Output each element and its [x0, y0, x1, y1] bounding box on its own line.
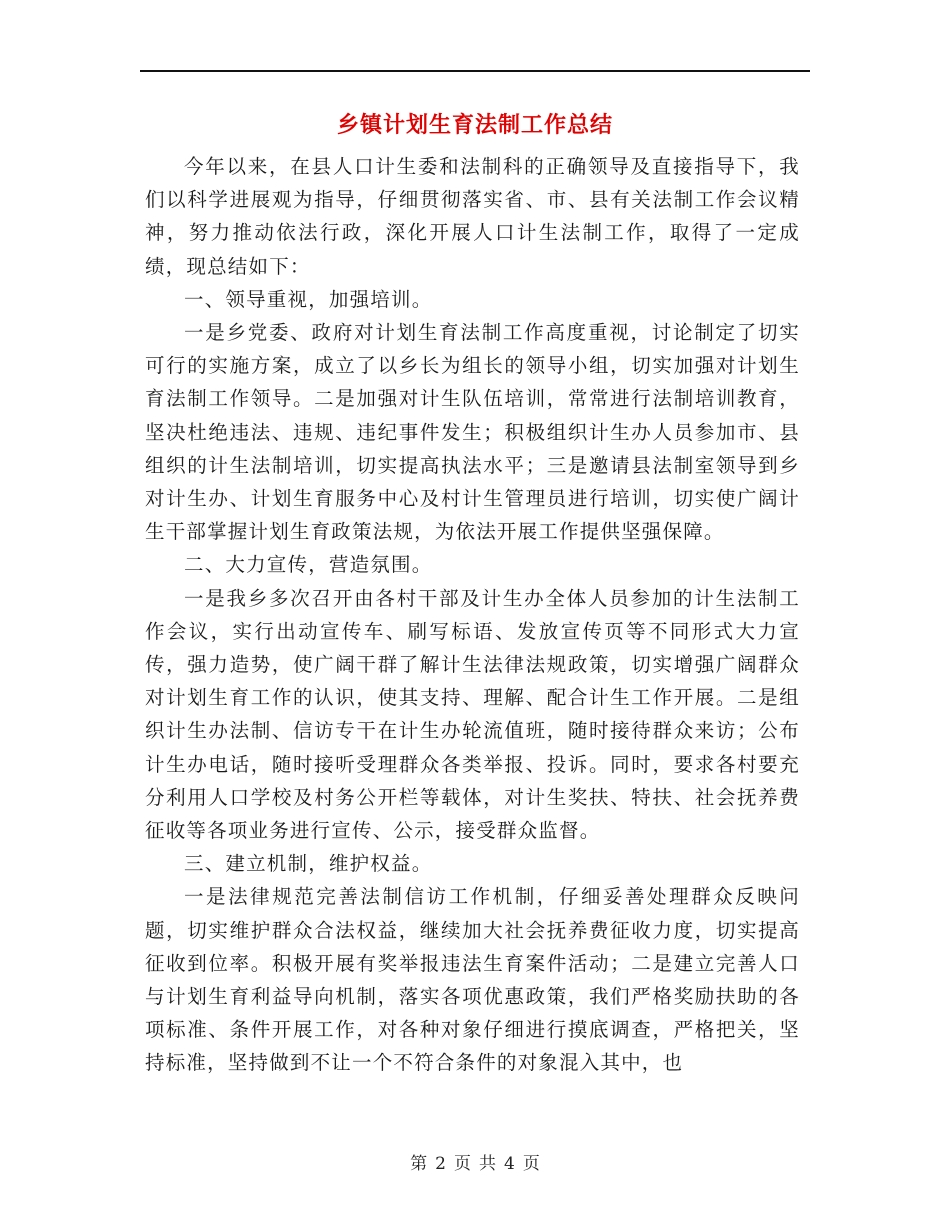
document-title: 乡镇计划生育法制工作总结 — [336, 112, 613, 138]
section-heading-1: 一、领导重视，加强培训。 — [184, 287, 433, 311]
section-heading-3: 三、建立机制，维护权益。 — [184, 852, 433, 876]
paragraph-intro: 今年以来，在县人口计生委和法制科的正确领导及直接指导下，我们以科学进展观为指导，仔细贯彻落实省、市、县有关法制工作会议精神，努力推动依法行政，深化开展人口计生法制工作，取得了一定成绩，现总结如下： — [145, 155, 800, 278]
section-heading-2: 二、大力宣传，营造氛围。 — [184, 553, 433, 577]
paragraph-section-2: 一是我乡多次召开由各村干部及计生办全体人员参加的计生法制工作会议，实行出动宣传车、刷写标语、发放宣传页等不同形式大力宣传，强力造势，使广阔干群了解计生法律法规政策，切实增强广阔群众对计划生育工作的认识，使其支持、理解、配合计生工作开展。二是组织计生办法制、信访专干在计生办轮流值班，随时接待群众来访；公布计生办电话，随时接听受理群众各类举报、投诉。同时，要求各村要充分利用人口学校及村务公开栏等载体，对计生奖扶、特扶、社会抚养费征收等各项业务进行宣传、公示，接受群众监督。 — [145, 586, 800, 843]
page-footer — [0, 1152, 950, 1176]
footer-label-ye-2: 页 — [522, 1154, 540, 1174]
header-rule — [140, 70, 810, 72]
document-body — [145, 150, 800, 1080]
paragraph-section-3: 一是法律规范完善法制信访工作机制，仔细妥善处理群众反映问题，切实维护群众合法权益，继续加大社会抚养费征收力度，切实提高征收到位率。积极开展有奖举报违法生育案件活动；二是建立完善人口与计划生育利益导向机制，落实各项优惠政策，我们严格奖励扶助的各项标准、条件开展工作，对各种对象仔细进行摸底调查，严格把关，坚持标准，坚持做到不让一个不符合条件的对象混入其中，也 — [145, 885, 800, 1075]
footer-label-gong: 共 — [479, 1154, 496, 1174]
total-pages-number: 4 — [504, 1154, 515, 1174]
paragraph-section-1: 一是乡党委、政府对计划生育法制工作高度重视，讨论制定了切实可行的实施方案，成立了以乡长为组长的领导小组，切实加强对计划生育法制工作领导。二是加强对计生队伍培训，常常进行法制培训教育，坚决杜绝违法、违规、违纪事件发生；积极组织计生办人员参加市、县组织的计生法制培训，切实提高执法水平；三是邀请县法制室领导到乡对计生办、计划生育服务中心及村计生管理员进行培训，切实使广阔计生干部掌握计划生育政策法规，为依法开展工作提供坚强保障。 — [145, 321, 800, 544]
footer-label-di: 第 — [410, 1154, 428, 1174]
footer-label-ye: 页 — [454, 1154, 471, 1174]
current-page-number: 2 — [435, 1154, 446, 1174]
